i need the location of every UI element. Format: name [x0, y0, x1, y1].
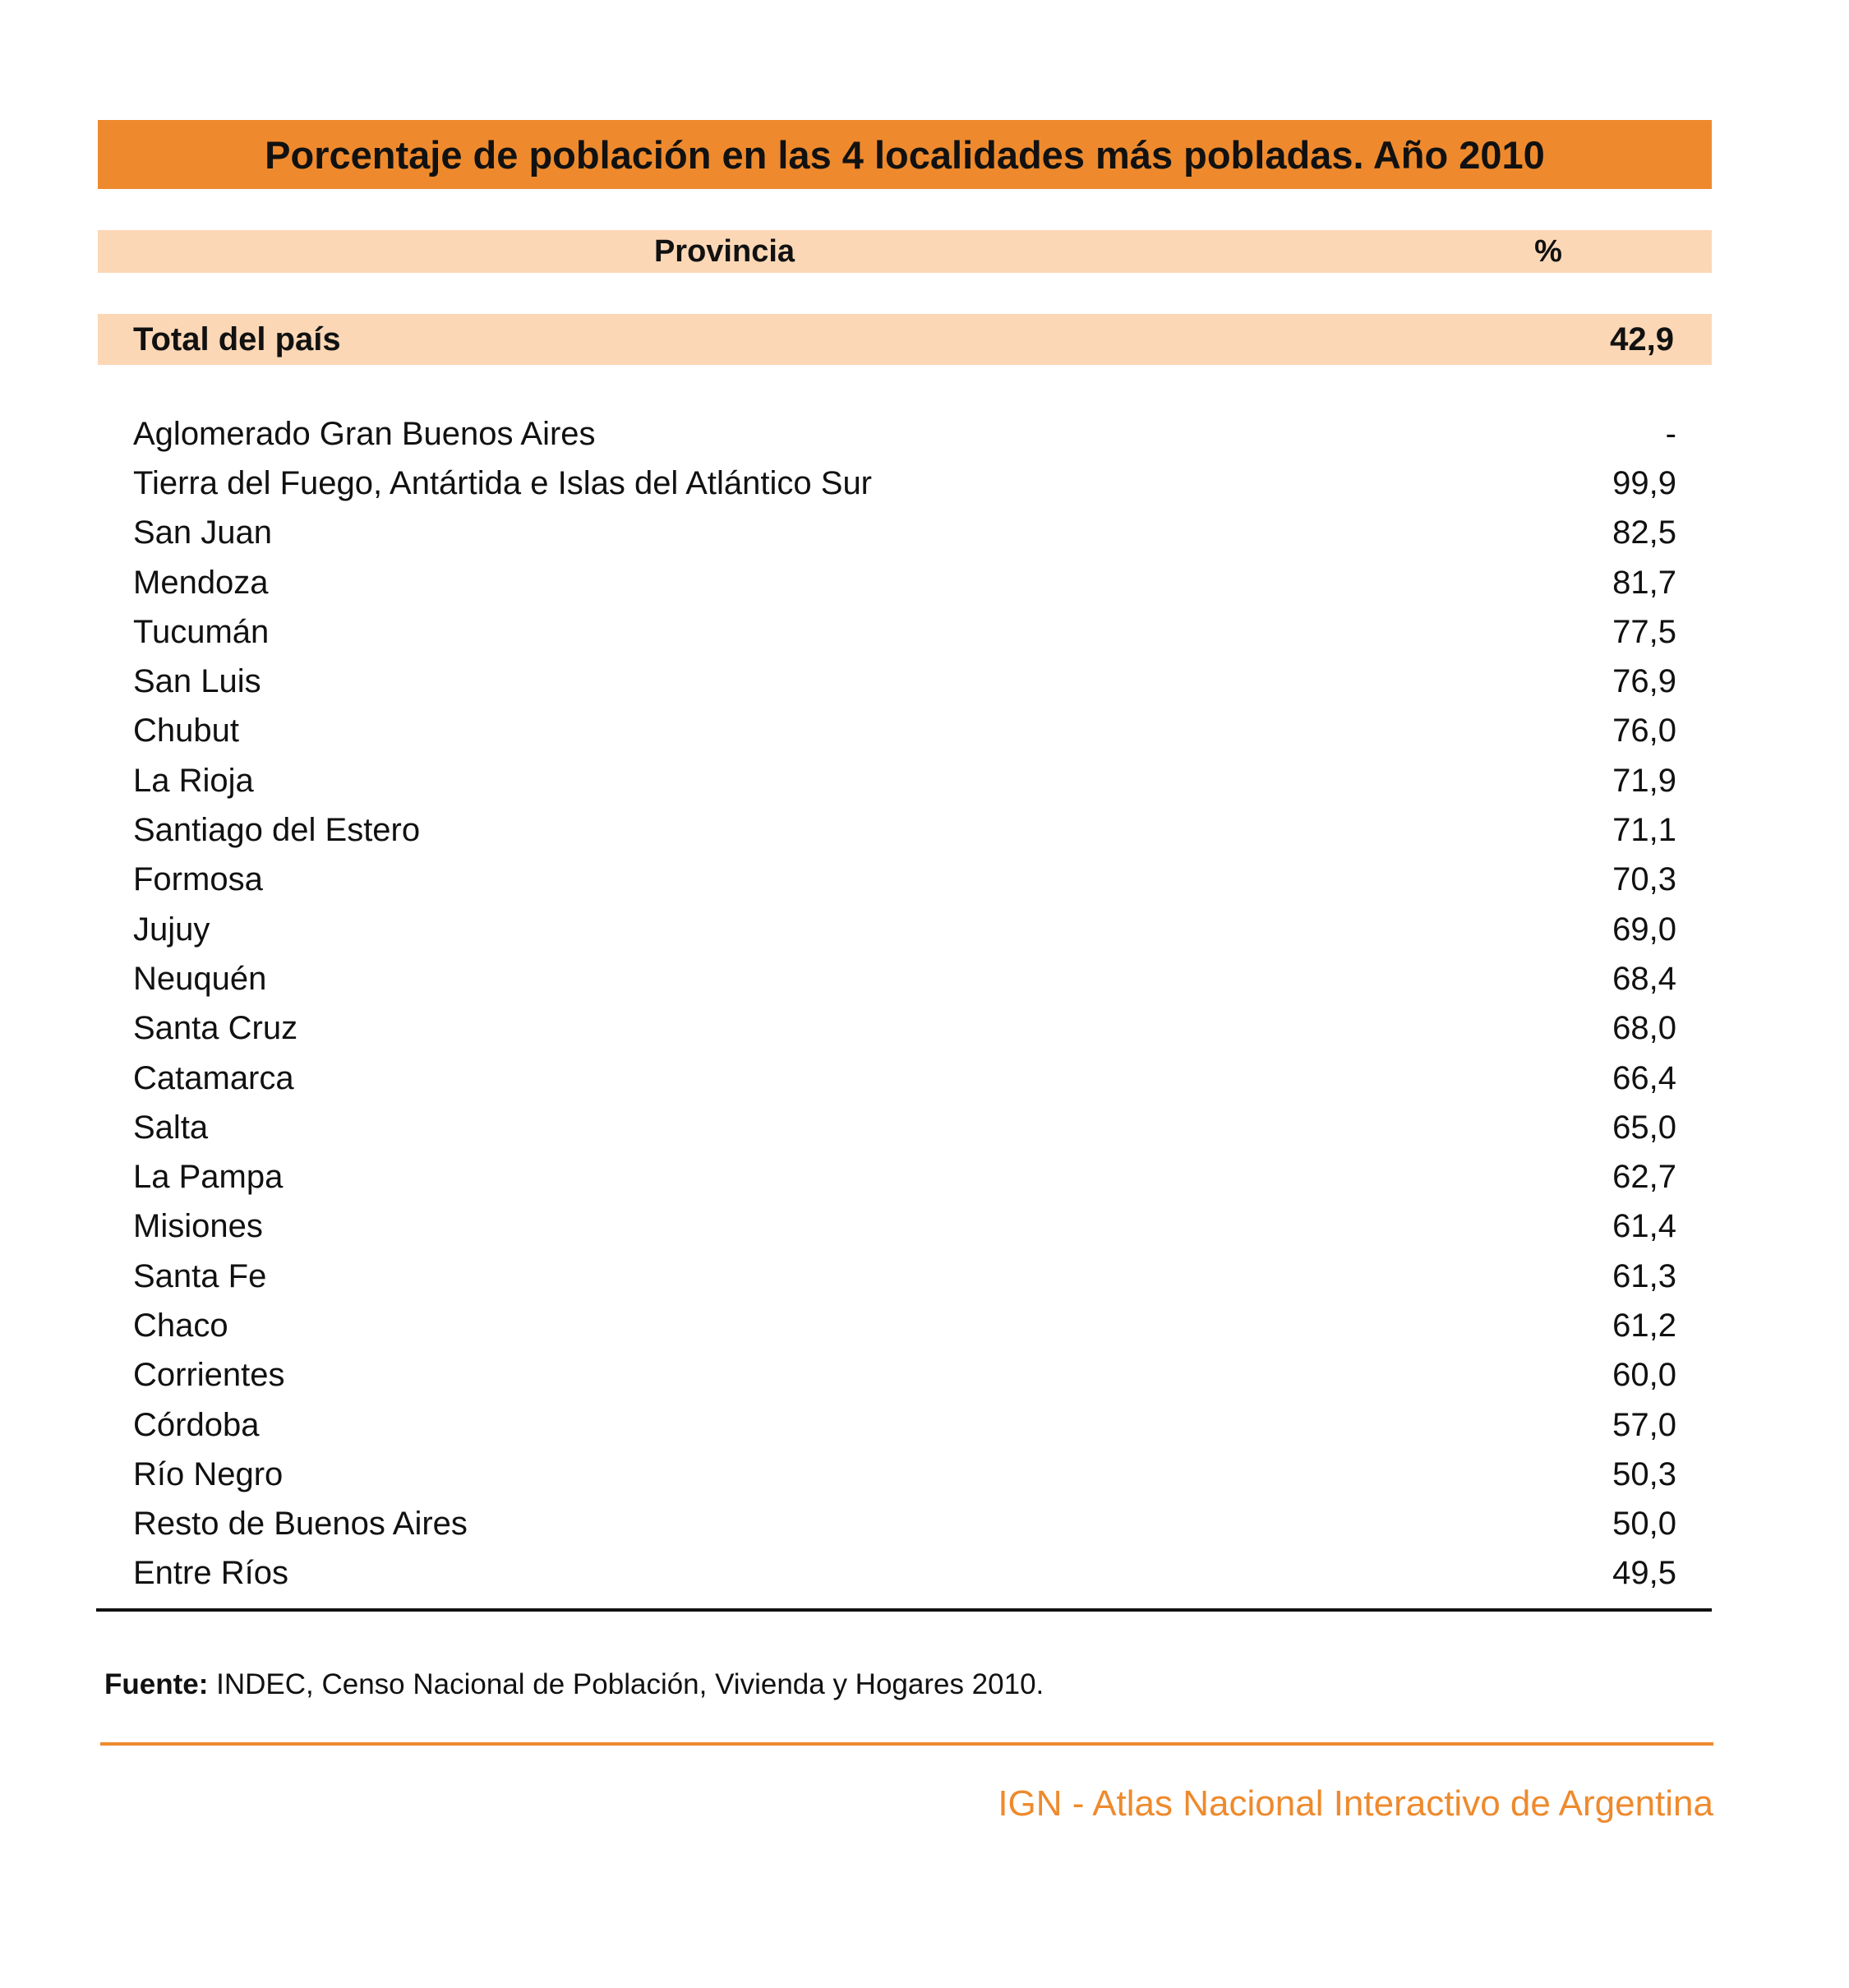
- table-header: [98, 230, 1712, 273]
- province-name: Santa Cruz: [133, 1010, 298, 1047]
- province-percent: 99,9: [1612, 464, 1676, 501]
- table-row: [133, 657, 1676, 706]
- table-row: [133, 459, 1676, 508]
- province-name: Salta: [133, 1109, 209, 1146]
- province-percent: 60,0: [1612, 1357, 1676, 1394]
- province-name: La Pampa: [133, 1159, 284, 1196]
- province-name: Río Negro: [133, 1455, 284, 1492]
- source-label: Fuente:: [104, 1668, 209, 1700]
- province-name: Jujuy: [133, 911, 210, 948]
- table-row: [133, 1152, 1676, 1202]
- footer-credit: IGN - Atlas Nacional Interactivo de Argentina: [998, 1783, 1713, 1824]
- table-row: [133, 1301, 1676, 1350]
- province-percent: 68,0: [1612, 1010, 1676, 1047]
- province-percent: 76,9: [1612, 663, 1676, 700]
- table-row: [133, 558, 1676, 607]
- table-row: [133, 1252, 1676, 1301]
- province-name: Corrientes: [133, 1357, 285, 1394]
- source-text: INDEC, Censo Nacional de Población, Vivienda y Hogares 2010.: [208, 1668, 1044, 1700]
- province-name: Mendoza: [133, 564, 269, 601]
- province-name: Chubut: [133, 713, 239, 750]
- province-percent: 81,7: [1612, 564, 1676, 601]
- province-name: La Rioja: [133, 762, 254, 799]
- province-name: Misiones: [133, 1208, 263, 1245]
- table-row: [133, 1202, 1676, 1252]
- table-row: [133, 1400, 1676, 1450]
- province-percent: 69,0: [1612, 911, 1676, 948]
- province-name: Córdoba: [133, 1406, 260, 1443]
- table-row: [133, 707, 1676, 756]
- province-percent: 70,3: [1612, 861, 1676, 898]
- province-name: Santiago del Estero: [133, 812, 421, 849]
- province-name: Chaco: [133, 1307, 228, 1344]
- province-percent: 71,1: [1612, 812, 1676, 849]
- province-name: Santa Fe: [133, 1257, 267, 1294]
- table-row: [133, 509, 1676, 558]
- table-row: [133, 954, 1676, 1003]
- province-percent: 61,3: [1612, 1257, 1676, 1294]
- province-percent: 57,0: [1612, 1406, 1676, 1443]
- footer-rule: [100, 1742, 1713, 1746]
- table-row: [133, 1500, 1676, 1549]
- table-row: [133, 1004, 1676, 1054]
- table-row: [133, 805, 1676, 855]
- province-percent: 65,0: [1612, 1109, 1676, 1146]
- total-value: 42,9: [1610, 321, 1674, 357]
- province-name: Formosa: [133, 861, 263, 898]
- province-table-body: [133, 409, 1676, 1598]
- table-row: [133, 1351, 1676, 1400]
- province-percent: 66,4: [1612, 1059, 1676, 1096]
- province-percent: 61,4: [1612, 1208, 1676, 1245]
- province-percent: 71,9: [1612, 762, 1676, 799]
- province-percent: 61,2: [1612, 1307, 1676, 1344]
- province-name: Resto de Buenos Aires: [133, 1506, 468, 1543]
- header-percent: %: [1534, 233, 1562, 269]
- province-name: Tucumán: [133, 613, 270, 650]
- province-name: San Juan: [133, 514, 273, 551]
- table-row: [133, 1450, 1676, 1499]
- table-row: [133, 856, 1676, 905]
- source-note: [104, 1668, 1044, 1701]
- table-row: [133, 756, 1676, 805]
- table-bottom-rule: [96, 1608, 1712, 1612]
- province-name: Neuquén: [133, 960, 267, 997]
- province-name: Entre Ríos: [133, 1555, 288, 1592]
- province-percent: 77,5: [1612, 613, 1676, 650]
- table-title: Porcentaje de población en las 4 localidades más pobladas. Año 2010: [98, 120, 1712, 189]
- table-row: [133, 1103, 1676, 1152]
- table-row: [133, 409, 1676, 459]
- table-row: [133, 1054, 1676, 1103]
- table-row: [133, 607, 1676, 657]
- province-percent: 62,7: [1612, 1159, 1676, 1196]
- province-name: San Luis: [133, 663, 261, 700]
- province-name: Catamarca: [133, 1059, 294, 1096]
- table-row: [133, 1549, 1676, 1598]
- province-percent: -: [1665, 415, 1676, 452]
- total-label: Total del país: [133, 321, 341, 357]
- header-provincia: Provincia: [653, 233, 795, 269]
- province-percent: 76,0: [1612, 713, 1676, 750]
- province-percent: 82,5: [1612, 514, 1676, 551]
- province-percent: 68,4: [1612, 960, 1676, 997]
- province-percent: 50,0: [1612, 1506, 1676, 1543]
- total-row: [98, 314, 1712, 365]
- province-name: Tierra del Fuego, Antártida e Islas del Atlántico Sur: [133, 464, 873, 501]
- province-percent: 50,3: [1612, 1455, 1676, 1492]
- province-percent: 49,5: [1612, 1555, 1676, 1592]
- table-row: [133, 905, 1676, 954]
- province-name: Aglomerado Gran Buenos Aires: [133, 415, 596, 452]
